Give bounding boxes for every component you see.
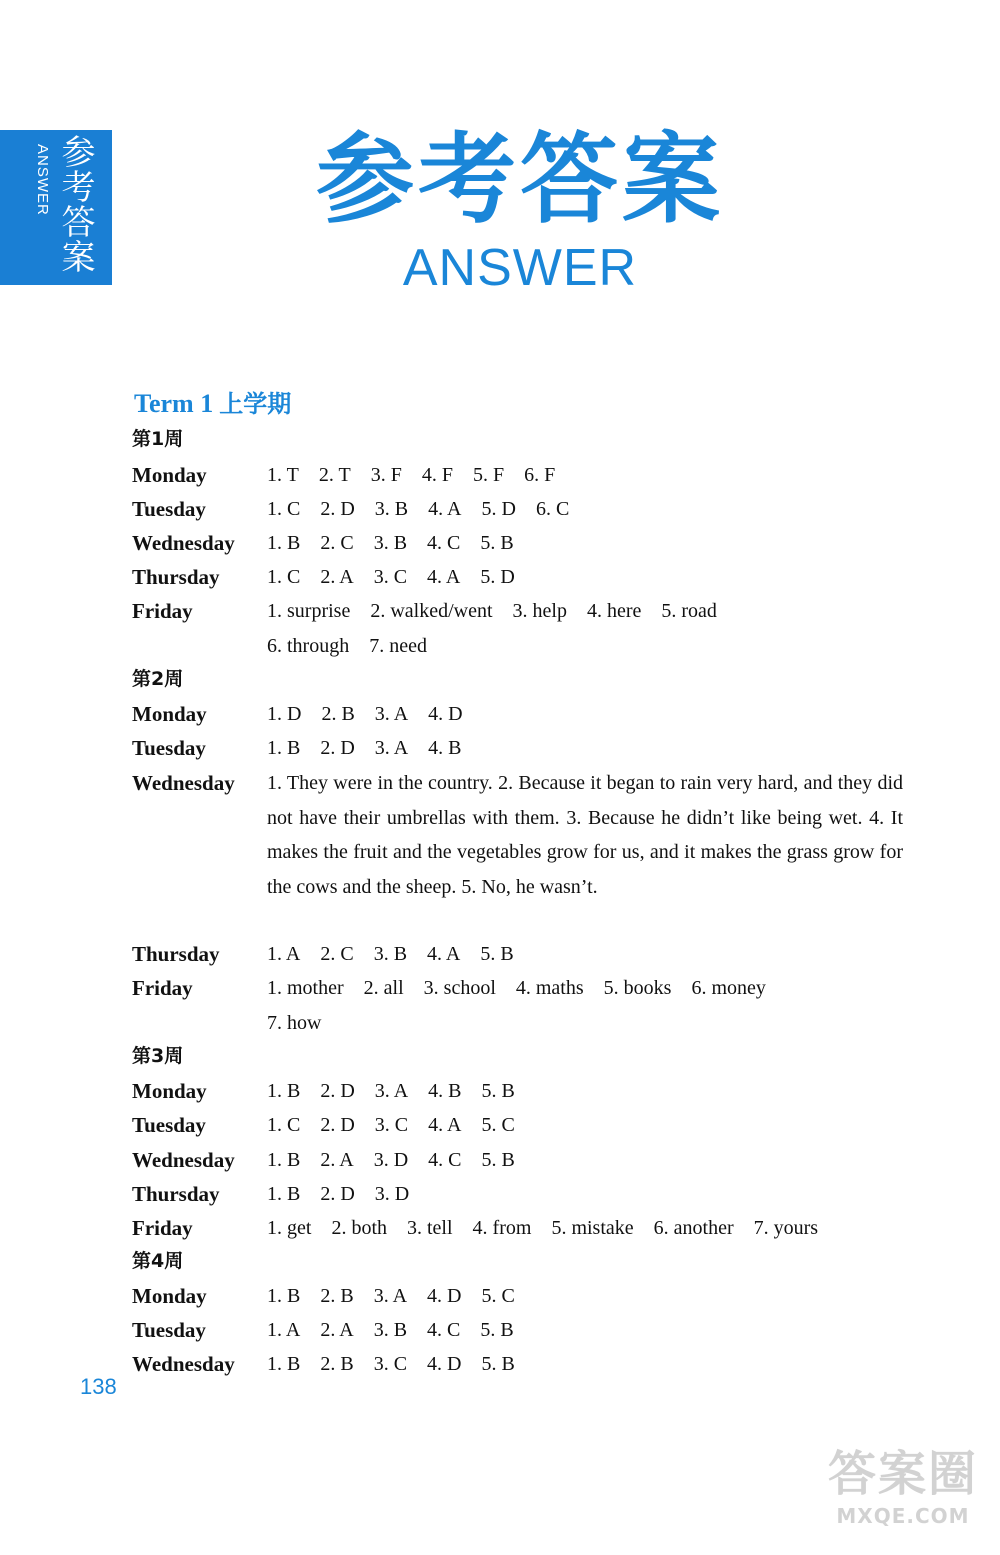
day-label: Monday [132,463,207,487]
answer-item: 3. A [374,703,409,725]
answer-item: 3. D [373,1149,409,1171]
answer-item: 5. C [481,1114,515,1136]
answer-item: 3. C [373,1353,408,1375]
answer-item: 6. F [524,464,556,486]
answer-item: 1. get [267,1217,312,1239]
answer-item: 7. need [369,634,427,657]
answer-item: 1. B [267,1149,301,1171]
answer-list [267,458,903,493]
answer-item: 2. B [320,1353,354,1375]
week-heading: 第3周 [132,1045,184,1067]
day-label: Thursday [132,565,220,589]
answer-list [267,492,903,527]
answer-item: 5. road [661,600,717,622]
answer-item: 4. C [427,1319,461,1341]
day-label: Wednesday [132,1352,235,1376]
answer-item: 2. B [321,703,355,725]
answer-item: 2. C [320,532,354,554]
week-heading: 第2周 [132,668,184,690]
answer-item: 4. D [427,1285,462,1307]
answer-item: 2. A [320,566,354,588]
answer-item: 5. mistake [551,1217,634,1239]
answer-item: 4. A [428,1114,462,1136]
answer-item: 1. B [267,1353,301,1375]
answer-item: 4. A [428,498,462,520]
answer-item: 2. D [320,1183,355,1205]
answer-item: 1. B [267,532,301,554]
day-label: Wednesday [132,531,235,555]
answer-item: 1. A [267,943,301,965]
day-label: Thursday [132,1182,220,1206]
answer-item: 4. maths [515,977,584,999]
answer-item: 5. F [472,464,505,486]
answer-item: 4. C [428,1149,462,1171]
answer-item: 4. B [428,1080,462,1102]
answer-item: 5. B [480,943,514,965]
day-label: Tuesday [132,1318,206,1342]
answer-item: 2. A [320,1319,354,1341]
watermark-url: MXQE.COM [836,1504,970,1528]
answer-item: 2. D [320,1114,355,1136]
answer-item: 1. A [267,1319,301,1341]
answer-item: 1. B [267,737,301,759]
day-label: Tuesday [132,736,206,760]
answer-item: 1. B [267,1183,301,1205]
answer-item: 5. D [480,566,515,588]
answer-item: 4. A [427,943,461,965]
answer-item: 3. help [512,600,567,622]
answer-list [267,1347,903,1382]
answer-list [267,697,903,732]
answer-item: 1. B [267,1080,301,1102]
answer-item: 2. all [363,977,404,999]
day-label: Monday [132,1079,207,1103]
answer-list [267,731,903,766]
side-tab [0,130,112,285]
answer-item: 1. B [267,1285,301,1307]
answer-item: 4. F [421,464,453,486]
answer-item: 4. B [428,737,462,759]
answer-item: 4. here [586,600,642,622]
answer-item: 2. A [320,1149,354,1171]
answer-item: 1. C [267,498,301,520]
page-title: 参考答案 [315,123,724,237]
week-heading: 第4周 [132,1250,184,1272]
answer-item: 5. B [481,1080,515,1102]
day-label: Thursday [132,942,220,966]
answer-item: 3. school [423,977,496,999]
answer-list [267,1211,903,1246]
answer-item: 2. D [320,1080,355,1102]
answer-item: 3. C [373,566,408,588]
term-label-zh: 上学期 [219,389,292,418]
day-label: Wednesday [132,1148,235,1172]
answer-item: 3. B [373,943,408,965]
answer-item: 3. D [374,1183,410,1205]
answer-list [267,594,903,663]
answer-item: 4. D [428,703,463,725]
term-heading [134,386,291,422]
day-label: Tuesday [132,1113,206,1137]
answer-item: 4. A [427,566,461,588]
answer-item: 7. yours [753,1217,819,1239]
answer-item: 2. C [320,943,354,965]
answer-list [267,1177,903,1212]
side-tab-subtitle: ANSWER [34,144,51,216]
answer-item: 1. C [267,566,301,588]
answer-item: 5. B [480,532,514,554]
answer-list [267,1108,903,1143]
answer-item: 4. from [472,1217,532,1239]
answer-item: 7. how [267,1011,322,1034]
answer-item: 3. A [374,737,409,759]
answer-list [267,526,903,561]
day-label: Monday [132,702,207,726]
answer-item: 3. C [374,1114,409,1136]
answer-item: 2. B [320,1285,354,1307]
answer-item: 3. A [374,1080,409,1102]
answer-item: 3. B [374,498,409,520]
answer-item: 6. C [535,498,570,520]
answer-item: 2. both [331,1217,387,1239]
answer-list [267,1143,903,1178]
day-label: Tuesday [132,497,206,521]
day-label: Friday [132,976,193,1000]
answer-item: 5. B [481,1353,515,1375]
day-label: Wednesday [132,771,235,795]
week-heading: 第1周 [132,428,184,450]
answer-item: 1. surprise [267,600,351,622]
answer-item: 4. C [427,532,461,554]
answer-item: 6. money [691,977,766,999]
answer-item: 6. through [267,634,350,657]
day-label: Friday [132,1216,193,1240]
answer-list [267,560,903,595]
answer-item: 3. tell [407,1217,453,1239]
answer-item: 1. T [267,464,299,486]
answer-item: 4. D [427,1353,462,1375]
answer-item: 5. D [481,498,516,520]
answer-list [267,1074,903,1109]
answer-item: 1. mother [267,977,344,999]
answer-item: 2. D [320,498,355,520]
answer-list [267,937,903,972]
answer-item: 2. T [318,464,351,486]
answer-item: 5. books [603,977,672,999]
term-label: Term 1 [134,389,214,418]
answer-item: 1. D [267,703,302,725]
answer-item: 3. F [370,464,402,486]
answer-item: 2. walked/went [370,600,493,622]
answer-item: 2. D [320,737,355,759]
side-tab-title: 参考答案 [55,134,95,274]
answer-paragraph: 1. They were in the country. 2. Because it began to rain very hard, and they did not have their umbrellas with them. 3. Because he didn’t like being wet. 4. It makes the fruit and the vegetables grow for us, and it makes the grass grow for the cows and the sheep. 5. No, he wasn’t. [267,772,903,898]
answer-item: 3. B [373,1319,408,1341]
day-label: Monday [132,1284,207,1308]
page-number: 138 [80,1374,117,1399]
answer-list [267,1313,903,1348]
answer-item: 5. B [481,1149,515,1171]
answer-item: 1. C [267,1114,301,1136]
answer-item: 5. C [481,1285,515,1307]
answer-list [267,971,903,1040]
answer-item: 5. B [480,1319,514,1341]
day-label: Friday [132,599,193,623]
answer-list [267,1279,903,1314]
watermark-text: 答案圈 [827,1446,978,1502]
answer-item: 6. another [653,1217,734,1239]
answer-item: 3. A [373,1285,408,1307]
answer-item: 3. B [373,532,408,554]
page-subtitle: ANSWER [402,239,638,297]
watermark-logo [818,1445,988,1529]
